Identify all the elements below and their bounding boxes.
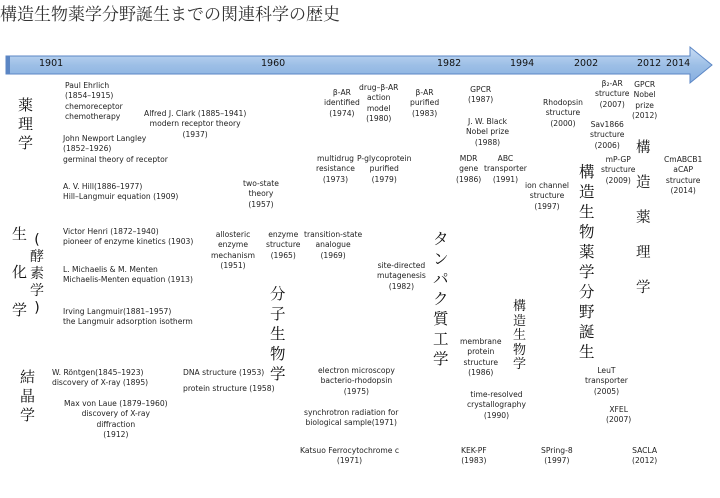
year-2014: 2014 [666, 58, 691, 69]
event-kek-pf: KEK-PF (1983) [461, 446, 487, 466]
event-time-resolved: time-resolved crystallography (1990) [467, 390, 526, 420]
event-mdr-gene: MDR gene (1986) [456, 154, 482, 184]
event-langmuir: Irving Langmuir(1881–1957) the Langmuir adsorption isotherm [63, 307, 193, 327]
event-synchrotron: synchrotron radiation for biological sample(1971) [304, 408, 399, 428]
event-enzyme-structure: enzyme structure (1965) [266, 230, 301, 260]
event-spring8: SPring-8 (1997) [541, 446, 573, 466]
event-b2ar-structure: β₂-AR structure (2007) [595, 79, 630, 109]
event-sacla: SACLA (2012) [632, 446, 658, 466]
label-molecular-biology: 分 子 生 物 学 [270, 285, 286, 383]
event-mp-gp: mP-GP structure (2009) [601, 155, 636, 185]
event-multidrug-resistance: multidrug resistance (1973) [316, 154, 355, 184]
event-beta-ar-purified: β-AR purified (1983) [410, 88, 440, 118]
event-rontgen: W. Röntgen(1845–1923) discovery of X-ray (1895) [52, 368, 149, 388]
event-ion-channel: ion channel structure (1997) [525, 181, 570, 211]
timeline-bar [6, 47, 712, 83]
event-henri: Victor Henri (1872–1940) pioneer of enzyme kinetics (1903) [63, 227, 194, 247]
event-electron-microscopy: electron microscopy bacterio-rhodopsin (1975) [318, 366, 395, 396]
year-2012: 2012 [637, 58, 662, 69]
event-two-state-theory: two-state theory (1957) [243, 179, 279, 209]
year-1960: 1960 [261, 58, 286, 69]
event-katsuo-ferrocytochrome: Katsuo Ferrocytochrome c (1971) [300, 446, 400, 466]
event-protein-structure: protein structure (1958) [183, 384, 275, 393]
event-abc-transporter: ABC transporter (1991) [484, 154, 527, 184]
year-1901: 1901 [39, 58, 64, 69]
event-laue: Max von Laue (1879–1960) discovery of X-ray diffraction (1912) [64, 399, 168, 439]
label-structural-biology: 構 造 生 物 学 [513, 299, 527, 372]
timeline-start-cap [6, 56, 10, 74]
event-clark: Alfred J. Clark (1885–1941) modern receptor theory (1937) [144, 109, 247, 139]
event-beta-ar-identified: β-AR identified (1974) [324, 88, 360, 118]
event-rhodopsin: Rhodopsin structure (2000) [543, 98, 583, 128]
event-ehrlich: Paul Ehrlich (1854–1915) chemoreceptor chemotherapy [65, 81, 123, 121]
label-structural-biopharm-field: 構 造 生 物 薬 学 分 野 誕 生 [579, 163, 595, 361]
event-leut: LeuT transporter (2005) [585, 366, 628, 396]
label-structural-pharmacology: 構 造 薬 理 学 [636, 140, 651, 296]
category-pharmacology: 薬 理 学 [18, 96, 34, 152]
event-xfel: XFEL (2007) [606, 405, 632, 425]
event-allosteric-enzyme: allosteric enzyme mechanism (1951) [211, 230, 255, 270]
label-protein-engineering: タ ン パ ク 質 工 学 [433, 230, 449, 368]
event-langley: John Newport Langley (1852–1926) germinal theory of receptor [63, 134, 168, 164]
event-dna-structure: DNA structure (1953) [183, 368, 265, 377]
year-2002: 2002 [574, 58, 599, 69]
category-enzymology: ( 酵 素 学 ) [30, 232, 44, 316]
event-hill: A. V. Hill(1886–1977) Hill–Langmuir equation (1909) [63, 182, 179, 202]
event-transition-state: transition-state analogue (1969) [304, 230, 363, 260]
event-michaelis-menten: L. Michaelis & M. Menten Michaelis-Menten equation (1913) [63, 265, 193, 285]
event-site-directed-mutagenesis: site-directed mutagenesis (1982) [377, 261, 426, 291]
event-gpcr-nobel: GPCR Nobel prize (2012) [632, 80, 658, 120]
page-title: 構造生物薬学分野誕生までの関連科学の歴史 [0, 5, 340, 25]
event-drug-beta-ar: drug–β-AR action model (1980) [359, 83, 399, 123]
event-sav1866: Sav1866 structure (2006) [590, 120, 625, 150]
event-cmabcb1: CmABCB1 aCAP structure (2014) [664, 155, 703, 195]
year-1982: 1982 [437, 58, 462, 69]
event-membrane-protein: membrane protein structure (1986) [460, 337, 502, 377]
event-black-nobel: J. W. Black Nobel prize (1988) [466, 117, 510, 147]
category-biochemistry: 生 化 学 [12, 225, 28, 319]
category-crystallography: 結 晶 学 [20, 368, 36, 424]
event-gpcr: GPCR (1987) [468, 85, 494, 105]
event-p-glycoprotein: P-glycoprotein purified (1979) [357, 154, 412, 184]
year-1994: 1994 [510, 58, 535, 69]
